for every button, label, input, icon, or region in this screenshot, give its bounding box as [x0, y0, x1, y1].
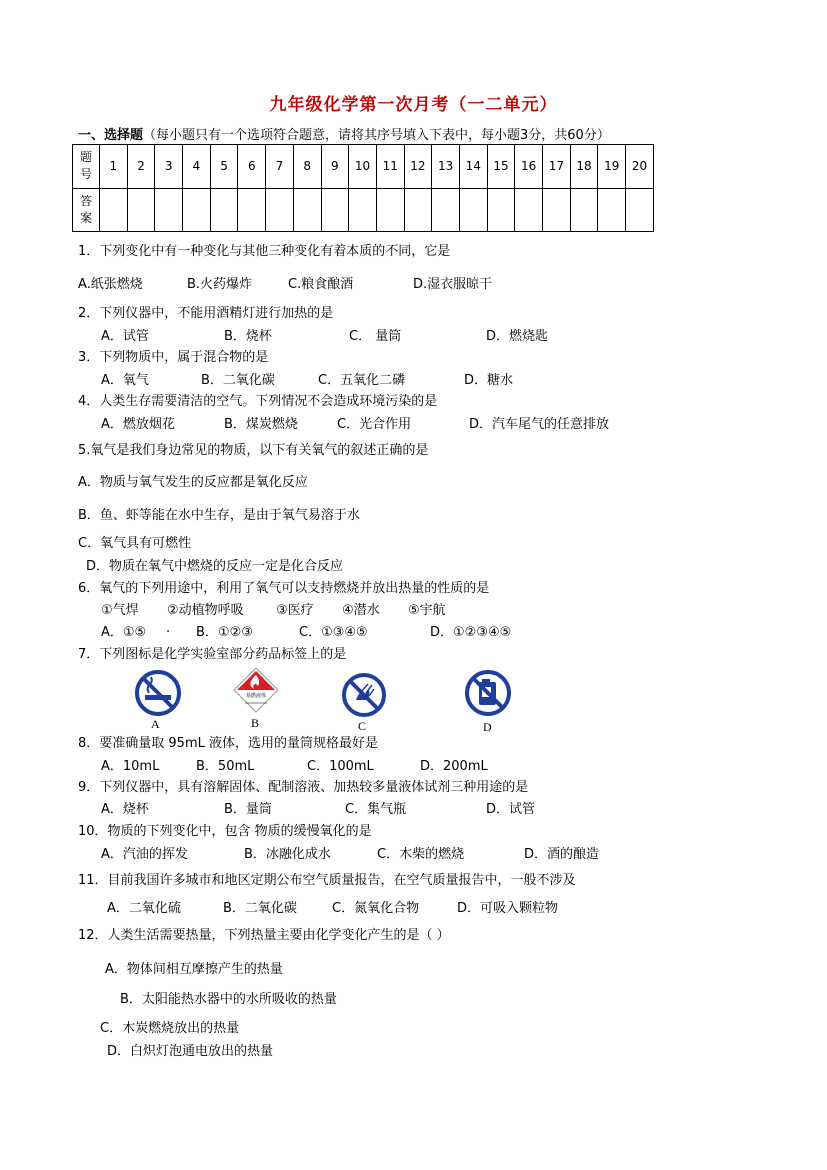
answer-cell[interactable] — [626, 188, 654, 232]
question-5-option-b: B．鱼、虾等能在水中生存，是由于氧气易溶于水 — [78, 508, 360, 523]
question-1-option-a: A.纸张燃烧 — [78, 277, 143, 292]
question-number: 18 — [570, 145, 598, 189]
answer-cell[interactable] — [155, 188, 183, 232]
question-3-option-c: C．五氧化二磷 — [318, 373, 406, 388]
question-number: 7 — [266, 145, 294, 189]
question-number: 3 — [155, 145, 183, 189]
question-8-option-b: B．50mL — [196, 759, 255, 774]
question-12-stem: 12．人类生活需要热量，下列热量主要由化学变化产生的是（ ） — [78, 928, 450, 943]
question-8-stem: 8．要准确量取 95mL 液体，选用的量筒规格最好是 — [78, 736, 378, 751]
answer-cell[interactable] — [183, 188, 211, 232]
question-9-stem: 9．下列仪器中，具有溶解固体、配制溶液、加热较多量液体试剂三种用途的是 — [78, 780, 529, 795]
question-12-option-c: C．木炭燃烧放出的热量 — [100, 1021, 240, 1036]
question-2-option-d: D．燃烧匙 — [486, 329, 549, 344]
answer-cell[interactable] — [598, 188, 626, 232]
question-number: 4 — [183, 145, 211, 189]
sign-label-b: B — [251, 716, 260, 730]
question-number: 13 — [432, 145, 460, 189]
question-1-option-b: B.火药爆炸 — [187, 277, 253, 292]
sign-label-d: D — [483, 720, 492, 734]
question-11-option-b: B．二氧化碳 — [223, 901, 297, 916]
question-5-option-a: A．物质与氧气发生的反应都是氧化反应 — [78, 475, 308, 490]
question-number: 14 — [459, 145, 487, 189]
question-number: 11 — [376, 145, 404, 189]
answer-cell[interactable] — [376, 188, 404, 232]
answer-table — [72, 144, 654, 232]
question-6-use: ③医疗 — [276, 603, 314, 618]
question-10-option-a: A．汽油的挥发 — [101, 847, 188, 862]
question-number: 12 — [404, 145, 432, 189]
answer-cell[interactable] — [459, 188, 487, 232]
question-6-use: ②动植物呼吸 — [167, 603, 244, 618]
no-smoking-sign-icon — [134, 669, 182, 717]
question-3-option-b: B．二氧化碳 — [201, 373, 275, 388]
answer-row-label: 答 案 — [73, 188, 100, 232]
no-container-sign-icon — [464, 669, 512, 717]
question-12-option-b: B．太阳能热水器中的水所吸收的热量 — [120, 992, 337, 1007]
question-6-option-d: D．①②③④⑤ — [430, 625, 512, 640]
question-number: 10 — [349, 145, 377, 189]
question-1-option-c: C.粮食酿酒 — [288, 277, 354, 292]
answer-cell[interactable] — [349, 188, 377, 232]
number-row — [73, 145, 654, 189]
question-3-option-a: A．氧气 — [101, 373, 149, 388]
question-number: 17 — [543, 145, 571, 189]
no-water-extinguishing-sign-icon — [341, 672, 387, 718]
question-12-option-d: D．白炽灯泡通电放出的热量 — [107, 1044, 274, 1059]
answer-cell[interactable] — [570, 188, 598, 232]
question-9-option-c: C．集气瓶 — [345, 802, 407, 817]
question-12-option-a: A．物体间相互摩擦产生的热量 — [105, 962, 283, 977]
question-8-option-d: D．200mL — [420, 759, 488, 774]
question-6-option-a: A．①⑤ — [101, 625, 147, 640]
question-10-option-b: B．冰融化成水 — [244, 847, 331, 862]
sign-label-c: C — [358, 719, 367, 733]
answer-cell[interactable] — [266, 188, 294, 232]
question-11-option-a: A．二氧化硫 — [107, 901, 181, 916]
question-number: 8 — [293, 145, 321, 189]
answer-cell[interactable] — [293, 188, 321, 232]
question-number: 1 — [100, 145, 128, 189]
question-10-stem: 10．物质的下列变化中，包含 物质的缓慢氧化的是 — [78, 824, 372, 839]
question-6-stem: 6．氧气的下列用途中，利用了氧气可以支持燃烧并放出热量的性质的是 — [78, 581, 490, 596]
question-5-stem: 5.氧气是我们身边常见的物质，以下有关氧气的叙述正确的是 — [78, 443, 429, 458]
question-9-option-d: D．试管 — [486, 802, 536, 817]
sign-label-a: A — [151, 717, 160, 731]
question-11-stem: 11．目前我国许多城市和地区定期公布空气质量报告，在空气质量报告中，一般不涉及 — [78, 873, 576, 888]
question-6-option-b: B．①②③ — [196, 625, 253, 640]
question-6-dot: . — [166, 621, 171, 636]
answer-cell[interactable] — [543, 188, 571, 232]
question-9-option-a: A．烧杯 — [101, 802, 149, 817]
question-6-use: ④潜水 — [342, 603, 380, 618]
question-number: 19 — [598, 145, 626, 189]
question-4-option-c: C．光合作用 — [337, 417, 412, 432]
answer-cell[interactable] — [210, 188, 238, 232]
question-number: 5 — [210, 145, 238, 189]
question-number: 6 — [238, 145, 266, 189]
question-3-option-d: D．糖水 — [464, 373, 514, 388]
question-5-option-c: C．氧气具有可燃性 — [78, 536, 192, 551]
question-4-stem: 4．人类生存需要清洁的空气。下列情况不会造成环境污染的是 — [78, 394, 438, 409]
question-4-option-a: A．燃放烟花 — [101, 417, 175, 432]
question-10-option-d: D．酒的酿造 — [524, 847, 600, 862]
question-1-stem: 1．下列变化中有一种变化与其他三种变化有着本质的不同，它是 — [78, 244, 451, 259]
question-2-option-a: A．试管 — [101, 329, 149, 344]
section-title: 一、选择题 — [78, 128, 144, 143]
answer-cell[interactable] — [515, 188, 543, 232]
question-number: 2 — [127, 145, 155, 189]
question-9-option-b: B．量筒 — [224, 802, 272, 817]
question-2-option-c: C． 量筒 — [349, 329, 402, 344]
answer-cell[interactable] — [432, 188, 460, 232]
question-2-stem: 2．下列仪器中，不能用酒精灯进行加热的是 — [78, 306, 334, 321]
question-6-use: ①气焊 — [101, 603, 139, 618]
section-note: （每小题只有一个选项符合题意，请将其序号填入下表中，每小题3分，共60分） — [143, 128, 610, 143]
question-4-option-b: B．煤炭燃烧 — [224, 417, 298, 432]
question-2-option-b: B．烧杯 — [224, 329, 272, 344]
answer-cell[interactable] — [487, 188, 515, 232]
page-title: 九年级化学第一次月考（一二单元） — [269, 95, 558, 115]
answer-row — [73, 188, 654, 232]
answer-cell[interactable] — [100, 188, 128, 232]
question-8-option-a: A．10mL — [101, 759, 160, 774]
question-number: 15 — [487, 145, 515, 189]
question-number: 9 — [321, 145, 349, 189]
question-8-option-c: C．100mL — [307, 759, 374, 774]
answer-cell[interactable] — [238, 188, 266, 232]
question-6-use: ⑤宇航 — [408, 603, 446, 618]
answer-cell[interactable] — [321, 188, 349, 232]
answer-cell[interactable] — [404, 188, 432, 232]
question-3-stem: 3．下列物质中，属于混合物的是 — [78, 350, 269, 365]
section-heading — [78, 124, 610, 143]
question-number: 20 — [626, 145, 654, 189]
question-4-option-d: D．汽车尾气的任意排放 — [469, 417, 610, 432]
answer-cell[interactable] — [127, 188, 155, 232]
number-row-label: 题 号 — [73, 145, 100, 189]
question-11-option-c: C．氮氧化合物 — [332, 901, 420, 916]
flammable-liquid-sign-icon — [233, 667, 279, 713]
question-7-stem: 7．下列图标是化学实验室部分药品标签上的是 — [78, 647, 347, 662]
question-5-option-d: D．物质在氧气中燃烧的反应一定是化合反应 — [86, 559, 344, 574]
flammable-sign-text: 易燃液体 — [245, 693, 267, 699]
question-11-option-d: D．可吸入颗粒物 — [457, 901, 559, 916]
question-number: 16 — [515, 145, 543, 189]
question-10-option-c: C．木柴的燃烧 — [377, 847, 465, 862]
question-1-option-d: D.湿衣服晾干 — [413, 277, 493, 292]
question-6-option-c: C．①③④⑤ — [299, 625, 368, 640]
